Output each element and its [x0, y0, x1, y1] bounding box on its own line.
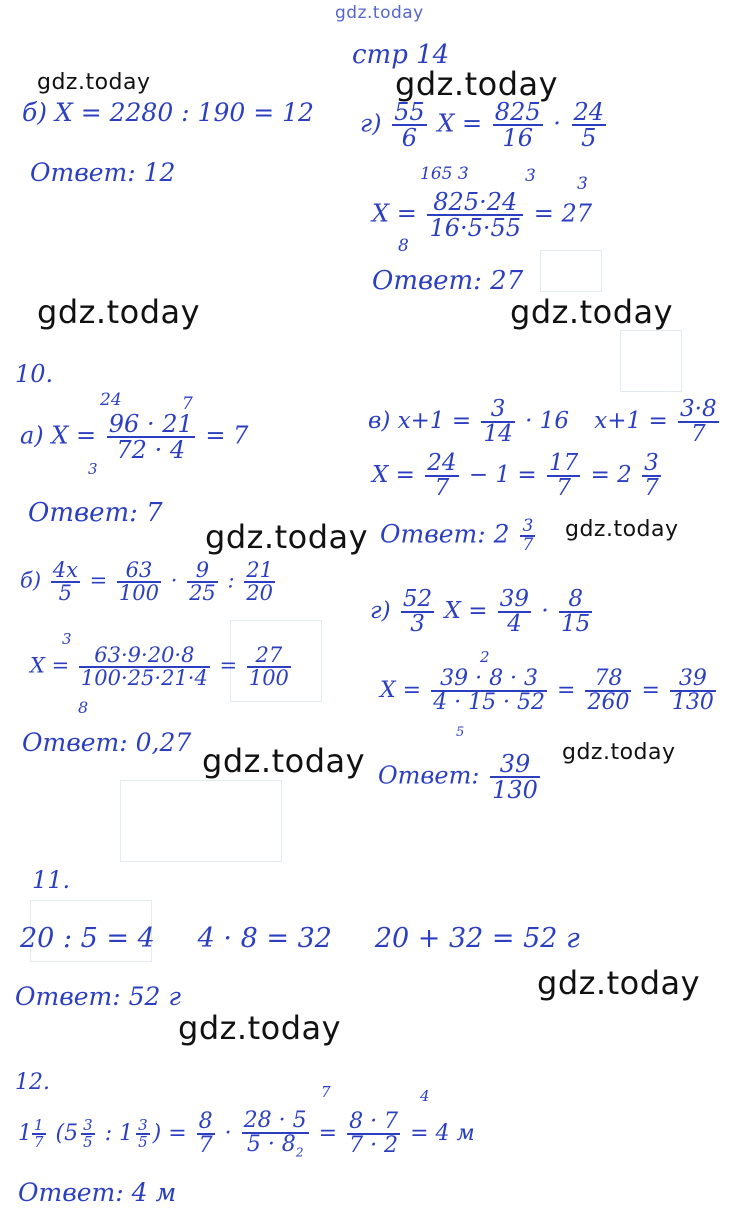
ex10-b-calc: Х = $\frac{63\cdot 9\cdot 20\cdot 8}{100\cdot 25\cdot 21\cdot 4}$ = $\frac{27}{100}$	[30, 643, 289, 690]
ex9-b-answer: Ответ: 12	[30, 158, 176, 187]
ex12-cancel-4: 4	[420, 1087, 430, 1105]
ex10-b-cancel-bottom: 8	[78, 698, 89, 717]
ex9-b-line: б) Х = 2280 : 190 = 12	[22, 98, 314, 127]
ex10-v-line2: Х = $\frac{24}{7}$ − 1 = $\frac{17}{7}$ = 2 $\frac{3}{7}$	[372, 450, 659, 501]
ex10-a-answer: Ответ: 7	[28, 498, 163, 528]
watermark: gdz.today	[178, 1009, 342, 1047]
fraction: $\frac{3}{5}$	[138, 1116, 148, 1152]
ex12-number: 12.	[15, 1070, 50, 1095]
ex10-a-cancel-bottom: 3	[88, 460, 98, 478]
ex10-number: 10.	[15, 360, 54, 388]
fraction: $\frac{8}{7}$	[198, 1109, 213, 1159]
watermark: gdz.today	[205, 518, 369, 556]
ex12-cancel-7: 7	[321, 1083, 331, 1101]
ex11-number: 11.	[32, 866, 71, 894]
ex10-g-answer: Ответ: $\frac{39}{130}$	[378, 750, 538, 804]
fraction: $\frac{55}{6}$	[394, 98, 425, 152]
fraction: $\frac{63\cdot 9\cdot 20\cdot 8}{100\cdot 25\cdot 21\cdot 4}$	[80, 643, 208, 690]
grid-patch	[620, 330, 682, 392]
ex10-v-answer: Ответ: 2 $\frac{3}{7}$	[380, 516, 534, 555]
grid-patch	[120, 780, 282, 862]
watermark: gdz.today	[395, 65, 559, 103]
page-header: стр 14	[352, 40, 450, 70]
ex9-g-answer: Ответ: 27	[372, 266, 524, 296]
ex9-g-cancel-mid: 3	[525, 166, 536, 186]
fraction: $\frac{3}{14}$	[483, 396, 513, 447]
ex10-a-cancel-right: 7	[182, 394, 193, 414]
ex10-b-line: б) $\frac{4х}{5}$ = $\frac{63}{100}$ · $\frac{9}{25}$ : $\frac{21}{20}$	[20, 558, 273, 605]
ex10-a-line: а) Х = $\frac{96 \cdot 21}{72 \cdot 4}$ = 7	[20, 410, 249, 464]
fraction: $\frac{39}{130}$	[671, 666, 714, 715]
fraction: $\frac{3}{7}$	[644, 450, 659, 501]
fraction: $\frac{17}{7}$	[549, 450, 579, 501]
ex9-g-cancel-side: 3	[577, 174, 588, 194]
fraction: $\frac{24}{5}$	[573, 98, 605, 152]
watermark: gdz.today	[510, 293, 674, 331]
ex10-g-calc: Х = $\frac{39 \cdot 8 \cdot 3}{4 \cdot 15 \cdot 52}$ = $\frac{78}{260}$ = $\frac{39}{130}$	[380, 666, 714, 715]
ex10-g-cancel-top: 2	[480, 648, 490, 666]
fraction: $\frac{78}{260}$	[587, 666, 630, 715]
fraction: $\frac{3}{5}$	[83, 1116, 93, 1152]
ex12-answer: Ответ: 4 м	[18, 1178, 177, 1207]
ex9-g-cancel-top: 165 3	[420, 164, 469, 184]
fraction: $\frac{825\cdot 24}{16\cdot 5\cdot 55}$	[429, 188, 522, 242]
ex10-g-cancel-bottom: 5	[456, 725, 465, 740]
watermark-top: gdz.today	[335, 3, 424, 23]
ex10-g-line: г) $\frac{52}{3}$ Х = $\frac{39}{4}$ · $\frac{8}{15}$	[370, 586, 591, 637]
ex10-b-cancel-top: 3	[62, 630, 72, 648]
ex10-a-cancel-top: 24	[100, 390, 122, 410]
fraction: $\frac{8 \cdot 7}{7 \cdot 2}$	[349, 1109, 399, 1159]
ex10-v-line1: в) х+1 = $\frac{3}{14}$ · 16 х+1 = $\frac{3\cdot 8}{7}$	[368, 396, 717, 447]
fraction: $\frac{825}{16}$	[494, 98, 541, 152]
fraction: $\frac{39}{4}$	[499, 586, 530, 637]
ex10-b-answer: Ответ: 0,27	[22, 728, 192, 757]
ex11-answer: Ответ: 52 г	[15, 982, 182, 1011]
watermark: gdz.today	[202, 742, 366, 780]
fraction: $\frac{24}{7}$	[427, 450, 457, 501]
fraction: $\frac{63}{100}$	[118, 558, 159, 605]
fraction: $\frac{3\cdot 8}{7}$	[680, 396, 717, 447]
watermark: gdz.today	[565, 517, 679, 542]
fraction: $\frac{27}{100}$	[248, 643, 289, 690]
ex12-line: 1 $\frac{1}{7}$ (5 $\frac{3}{5}$ : 1 $\frac{3}{5}$ ) = $\frac{8}{7}$ · $\frac{28 \cdot 5}{5 \cdot 8_2}$ = $\frac{8 \cdot 7}{7 \cdot 2}$ = 4 м	[18, 1108, 475, 1160]
watermark: gdz.today	[37, 293, 201, 331]
ex9-g-calc: Х = $\frac{825\cdot 24}{16\cdot 5\cdot 55}$ = 27	[372, 188, 592, 242]
watermark: gdz.today	[562, 740, 676, 765]
fraction: $\frac{3}{7}$	[522, 516, 534, 555]
ex9-g-label: г)	[360, 109, 382, 138]
fraction: $\frac{4х}{5}$	[52, 558, 78, 605]
ex9-g-equation: г) $\frac{55}{6}$ Х = $\frac{825}{16}$ · $\frac{24}{5}$	[360, 98, 605, 152]
fraction: $\frac{96 \cdot 21}{72 \cdot 4}$	[108, 410, 193, 464]
ex11-line: 20 : 5 = 4 4 · 8 = 32 20 + 32 = 52 г	[20, 923, 580, 954]
fraction: $\frac{39 \cdot 8 \cdot 3}{4 \cdot 15 \cdot 52}$	[433, 666, 546, 715]
fraction: $\frac{52}{3}$	[402, 586, 433, 637]
fraction: $\frac{21}{20}$	[246, 558, 273, 605]
fraction: $\frac{1}{7}$	[34, 1116, 44, 1152]
fraction: $\frac{28 \cdot 5}{5 \cdot 8_2}$	[243, 1108, 307, 1160]
fraction: $\frac{9}{25}$	[189, 558, 216, 605]
ex9-g-cancel-bottom: 8	[398, 236, 409, 256]
watermark: gdz.today	[537, 964, 701, 1002]
watermark: gdz.today	[37, 70, 151, 95]
fraction: $\frac{39}{130}$	[492, 750, 538, 804]
grid-patch	[540, 250, 602, 292]
fraction: $\frac{8}{15}$	[561, 586, 591, 637]
